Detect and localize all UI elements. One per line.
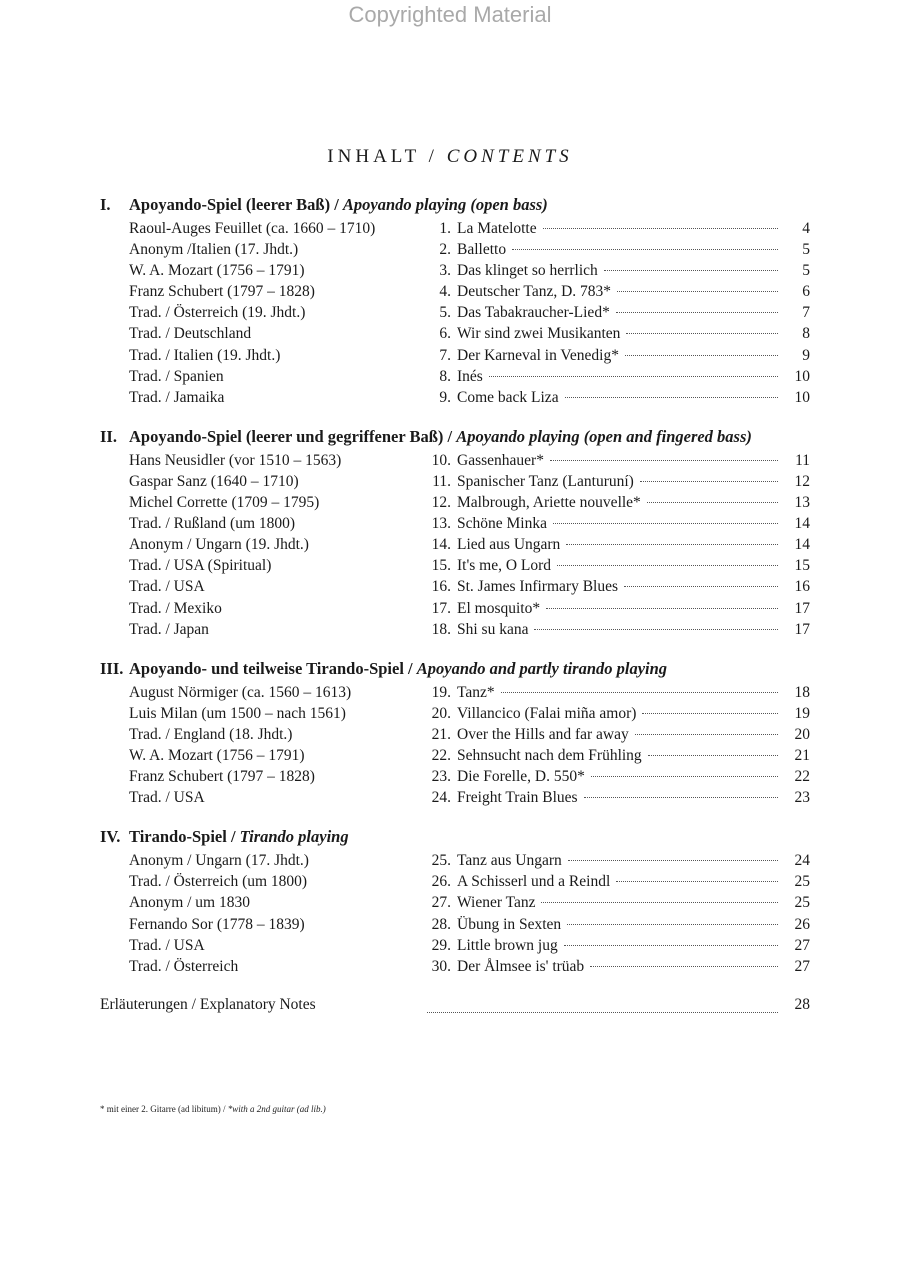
toc-entry (100, 935, 810, 956)
piece-title: Over the Hills and far away (457, 725, 629, 743)
dot-leader (565, 397, 778, 398)
piece (427, 871, 810, 892)
piece-number: 5. (439, 304, 451, 322)
piece-number: 18. (431, 620, 451, 638)
page-number: 12 (794, 472, 810, 490)
toc-section (100, 824, 810, 977)
page-number: 19 (794, 704, 810, 722)
toc-entry (100, 471, 810, 492)
piece-number: 29. (431, 936, 451, 954)
piece (427, 555, 810, 576)
toc-entry (100, 914, 810, 935)
piece-number: 17. (431, 599, 451, 617)
page-number: 20 (794, 725, 810, 743)
piece (427, 218, 810, 239)
piece-title: Der Karneval in Venedig* (457, 346, 619, 364)
section-number: I. (100, 195, 111, 214)
piece-title: Come back Liza (457, 388, 559, 406)
toc-entry (100, 534, 810, 555)
piece (427, 281, 810, 302)
composer-origin: Trad. / Italien (19. Jhdt.) (129, 346, 281, 364)
composer-origin: W. A. Mozart (1756 – 1791) (129, 262, 305, 280)
piece-title: Deutscher Tanz, D. 783* (457, 283, 612, 301)
page-number: 27 (794, 957, 810, 975)
piece (427, 576, 810, 597)
page-title (0, 146, 900, 168)
piece (427, 956, 810, 977)
section-title (129, 424, 752, 450)
piece-number: 13. (431, 515, 451, 533)
dot-leader (617, 291, 778, 292)
piece-title: A Schisserl und a Reindl (457, 873, 611, 891)
page-number: 25 (794, 873, 810, 891)
title-en: CONTENTS (446, 146, 573, 167)
toc-entry (100, 682, 810, 703)
dot-leader (635, 734, 778, 735)
piece (427, 260, 810, 281)
page-number: 22 (794, 768, 810, 786)
piece-title: El mosquito* (457, 599, 541, 617)
dot-leader (543, 228, 778, 229)
composer-origin: Trad. / Österreich (19. Jhdt.) (129, 304, 306, 322)
page-number: 10 (794, 388, 810, 406)
section-title-separator: / (443, 426, 457, 446)
composer-origin: Anonym / Ungarn (19. Jhdt.) (129, 536, 309, 554)
dot-leader (624, 586, 778, 587)
piece-title: Wir sind zwei Musikanten (457, 325, 621, 343)
page-number: 13 (794, 494, 810, 512)
piece (427, 850, 810, 871)
section-title-de: Apoyando-Spiel (leerer Baß) (129, 195, 331, 214)
composer-origin: Trad. / Deutschland (129, 325, 252, 343)
footnote (100, 1104, 326, 1114)
toc-entry (100, 703, 810, 724)
dot-leader (534, 629, 778, 630)
dot-leader (590, 966, 778, 967)
toc-entry (100, 724, 810, 745)
title-separator: / (419, 146, 447, 167)
piece-number: 20. (431, 704, 451, 722)
piece-number: 10. (431, 451, 451, 469)
page-number: 5 (802, 241, 810, 259)
page-number: 18 (794, 683, 810, 701)
piece (427, 766, 810, 787)
section-heading (100, 824, 810, 850)
piece-number: 26. (431, 873, 451, 891)
dot-leader (626, 333, 778, 334)
toc-entry (100, 745, 810, 766)
composer-origin: Gaspar Sanz (1640 – 1710) (129, 472, 299, 490)
piece-title: La Matelotte (457, 220, 537, 237)
section-title-de: Tirando-Spiel (129, 827, 227, 847)
section-title-en: Tirando playing (239, 827, 349, 847)
composer-origin: August Nörmiger (ca. 1560 – 1613) (129, 683, 352, 701)
toc-section (100, 656, 810, 809)
piece-title: St. James Infirmary Blues (457, 578, 619, 596)
page-number: 8 (802, 325, 810, 343)
composer-origin: Trad. / USA (129, 936, 205, 954)
toc-entry (100, 345, 810, 366)
composer-origin: Trad. / USA (129, 578, 205, 596)
dot-leader (648, 755, 778, 756)
toc-entry (100, 576, 810, 597)
section-number: II. (100, 426, 117, 446)
dot-leader (616, 881, 778, 882)
page-number: 10 (794, 367, 810, 385)
page-number: 24 (794, 852, 810, 870)
explanatory-notes-entry (100, 993, 810, 1017)
piece-number: 1. (439, 220, 451, 237)
piece-title: It's me, O Lord (457, 557, 552, 575)
piece (427, 239, 810, 260)
dot-leader (642, 713, 778, 714)
section-title-separator: / (403, 658, 417, 678)
footnote-de: * mit einer 2. Gitarre (ad libitum) / (100, 1104, 228, 1114)
piece (427, 302, 810, 323)
piece-title: Little brown jug (457, 936, 558, 954)
section-title (129, 656, 667, 682)
section-title-en: Apoyando playing (open bass) (342, 195, 548, 214)
piece-number: 25. (431, 852, 451, 870)
toc-entry (100, 850, 810, 871)
piece-title: Gassenhauer* (457, 451, 544, 469)
composer-origin: Trad. / Spanien (129, 367, 224, 385)
piece-number: 24. (431, 789, 451, 807)
piece-number: 28. (431, 915, 451, 933)
piece-title: Villancico (Falai miña amor) (457, 704, 637, 722)
section-title-en: Apoyando playing (open and fingered bass) (456, 426, 752, 446)
toc-entry (100, 892, 810, 913)
section-title-en: Apoyando and partly tirando playing (416, 658, 668, 678)
dot-leader (557, 565, 778, 566)
piece-title: Schöne Minka (457, 515, 547, 533)
composer-origin: Franz Schubert (1797 – 1828) (129, 768, 315, 786)
composer-origin: W. A. Mozart (1756 – 1791) (129, 746, 305, 764)
page-number: 5 (802, 262, 810, 280)
page-number: 9 (802, 346, 810, 364)
page-number: 26 (794, 915, 810, 933)
section-title (129, 192, 548, 218)
composer-origin: Anonym / um 1830 (129, 894, 250, 912)
dot-leader (616, 312, 778, 313)
piece (427, 935, 810, 956)
toc-entry (100, 598, 810, 619)
section-number: IV. (100, 827, 121, 847)
composer-origin: Franz Schubert (1797 – 1828) (129, 283, 315, 301)
toc-entry (100, 239, 810, 260)
piece (427, 345, 810, 366)
piece (427, 724, 810, 745)
piece-number: 16. (431, 578, 451, 596)
page-number: 14 (794, 536, 810, 554)
composer-origin: Luis Milan (um 1500 – nach 1561) (129, 704, 346, 722)
dot-leader (566, 544, 778, 545)
section-title-de: Apoyando- und teilweise Tirando-Spiel (129, 658, 404, 678)
piece-number: 23. (431, 768, 451, 786)
piece-title: Die Forelle, D. 550* (457, 768, 585, 786)
dot-leader (512, 249, 778, 250)
composer-origin: Michel Corrette (1709 – 1795) (129, 494, 320, 512)
piece-number: 22. (431, 746, 451, 764)
piece-number: 15. (431, 557, 451, 575)
toc-entry (100, 260, 810, 281)
piece-number: 12. (431, 494, 451, 512)
dot-leader (647, 502, 778, 503)
toc-entry (100, 513, 810, 534)
piece-number: 27. (431, 894, 451, 912)
page-number: 25 (794, 894, 810, 912)
piece (427, 619, 810, 640)
piece-number: 2. (439, 241, 451, 259)
piece (427, 366, 810, 387)
dot-leader (584, 797, 778, 798)
piece-title: Der Ålmsee is' trüab (457, 957, 585, 975)
section-title-separator: / (226, 827, 240, 847)
piece-number: 19. (431, 683, 451, 701)
piece (427, 598, 810, 619)
piece-title: Freight Train Blues (457, 789, 578, 807)
toc-entry (100, 218, 810, 239)
piece-number: 14. (431, 536, 451, 554)
notes-label: Erläuterungen / Explanatory Notes (100, 995, 316, 1013)
piece-number: 8. (439, 367, 451, 385)
piece-title: Malbrough, Ariette nouvelle* (457, 494, 641, 512)
footnote-en: *with a 2nd guitar (ad lib.) (227, 1104, 326, 1114)
page-number: 15 (794, 557, 810, 575)
piece-title: Spanischer Tanz (Lanturuní) (457, 472, 634, 490)
page-number: 7 (802, 304, 810, 322)
toc-section (100, 424, 810, 640)
page-number: 11 (795, 451, 810, 469)
piece-number: 4. (439, 283, 451, 301)
dot-leader (568, 860, 778, 861)
piece-title: Sehnsucht nach dem Frühling (457, 746, 642, 764)
dot-leader (501, 692, 778, 693)
piece (427, 892, 810, 913)
piece (427, 745, 810, 766)
dot-leader (591, 776, 778, 777)
toc-entry (100, 766, 810, 787)
dot-leader (564, 945, 778, 946)
piece-title: Wiener Tanz (457, 894, 536, 912)
toc-entry (100, 787, 810, 808)
composer-origin: Fernando Sor (1778 – 1839) (129, 915, 305, 933)
piece-title: Tanz* (457, 683, 495, 701)
page-number: 17 (794, 620, 810, 638)
title-de: INHALT (327, 146, 420, 167)
dot-leader (427, 989, 778, 1013)
piece-number: 11. (432, 472, 451, 490)
piece-title: Balletto (457, 241, 507, 259)
toc-entry (100, 871, 810, 892)
piece-title: Das Tabakraucher-Lied* (457, 304, 610, 322)
piece-title: Übung in Sexten (457, 915, 562, 933)
piece-number: 9. (439, 388, 451, 406)
page-number: 23 (794, 789, 810, 807)
page-number: 14 (794, 515, 810, 533)
toc-entry (100, 387, 810, 408)
piece-number: 30. (431, 957, 451, 975)
section-number: III. (100, 658, 124, 678)
composer-origin: Raoul-Auges Feuillet (ca. 1660 – 1710) (129, 220, 376, 237)
section-heading (100, 424, 810, 450)
page-number: 16 (794, 578, 810, 596)
composer-origin: Hans Neusidler (vor 1510 – 1563) (129, 451, 342, 469)
piece (427, 387, 810, 408)
composer-origin: Trad. / Japan (129, 620, 209, 638)
toc-section (100, 192, 810, 408)
composer-origin: Trad. / England (18. Jhdt.) (129, 725, 293, 743)
piece-title: Tanz aus Ungarn (457, 852, 562, 870)
notes-page-number: 28 (794, 995, 810, 1013)
toc-entry (100, 302, 810, 323)
dot-leader (567, 924, 778, 925)
toc-entry (100, 492, 810, 513)
composer-origin: Trad. / Jamaika (129, 388, 225, 406)
copyright-watermark: Copyrighted Material (348, 2, 552, 27)
piece (427, 471, 810, 492)
toc-entry (100, 450, 810, 471)
toc-entry (100, 323, 810, 344)
dot-leader (640, 481, 778, 482)
page-number: 6 (802, 283, 810, 301)
piece (427, 787, 810, 808)
page-number: 21 (794, 746, 810, 764)
piece-title: Das klinget so herrlich (457, 262, 598, 280)
piece-title: Lied aus Ungarn (457, 536, 561, 554)
section-title-separator: / (330, 195, 343, 214)
section-title-de: Apoyando-Spiel (leerer und gegriffener Baß) (129, 426, 444, 446)
piece (427, 703, 810, 724)
composer-origin: Trad. / Mexiko (129, 599, 222, 617)
piece-number: 21. (431, 725, 451, 743)
section-title (129, 824, 349, 850)
piece (427, 534, 810, 555)
composer-origin: Trad. / Österreich (129, 957, 239, 975)
piece (427, 450, 810, 471)
dot-leader (550, 460, 778, 461)
dot-leader (489, 376, 778, 377)
composer-origin: Anonym / Ungarn (17. Jhdt.) (129, 852, 309, 870)
page-number: 17 (794, 599, 810, 617)
composer-origin: Trad. / USA (Spiritual) (129, 557, 272, 575)
piece (427, 914, 810, 935)
toc-entry (100, 555, 810, 576)
toc-entry (100, 619, 810, 640)
toc-entry (100, 281, 810, 302)
piece (427, 513, 810, 534)
composer-origin: Trad. / USA (129, 789, 205, 807)
table-of-contents (100, 192, 810, 1017)
dot-leader (553, 523, 778, 524)
piece-number: 6. (439, 325, 451, 343)
section-heading (100, 192, 810, 218)
piece-number: 3. (439, 262, 451, 280)
piece-title: Inés (457, 367, 483, 385)
composer-origin: Anonym /Italien (17. Jhdt.) (129, 241, 299, 259)
toc-entry (100, 366, 810, 387)
piece (427, 492, 810, 513)
dot-leader (625, 355, 778, 356)
piece-number: 7. (439, 346, 451, 364)
dot-leader (546, 608, 778, 609)
piece-title: Shi su kana (457, 620, 529, 638)
composer-origin: Trad. / Rußland (um 1800) (129, 515, 296, 533)
page-number: 27 (794, 936, 810, 954)
page-number: 4 (802, 220, 810, 237)
toc-entry (100, 956, 810, 977)
dot-leader (541, 902, 778, 903)
dot-leader (604, 270, 778, 271)
piece (427, 682, 810, 703)
section-heading (100, 656, 810, 682)
piece (427, 323, 810, 344)
composer-origin: Trad. / Österreich (um 1800) (129, 873, 308, 891)
